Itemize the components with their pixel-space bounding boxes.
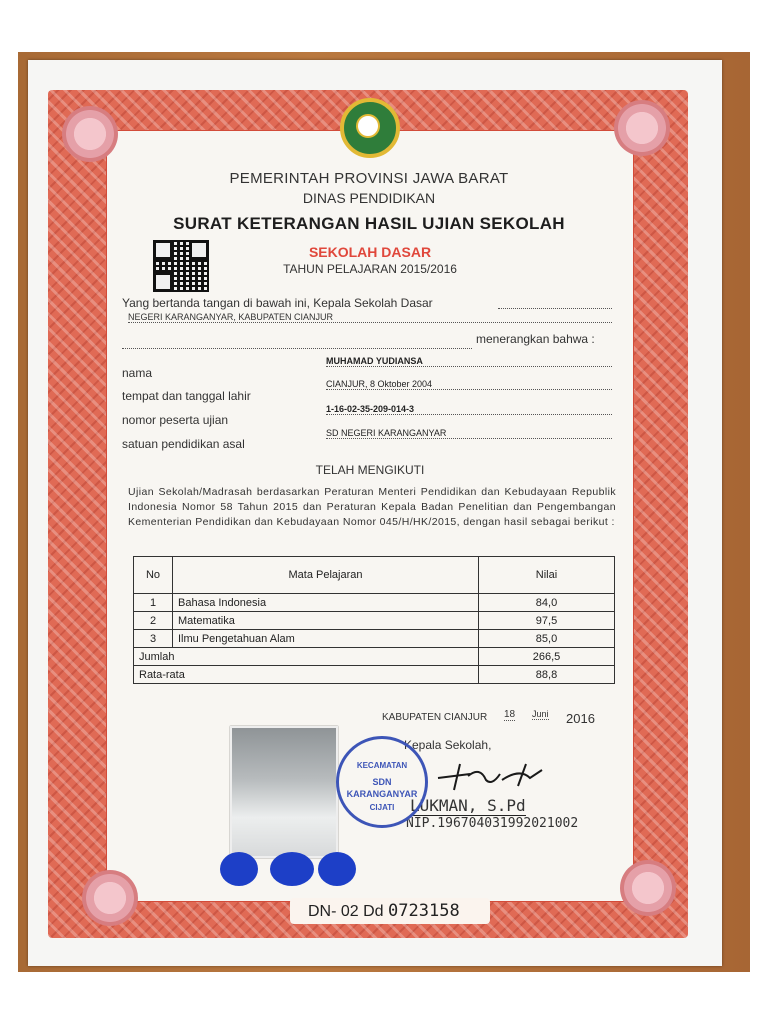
signature-month: Juni (532, 709, 549, 719)
row-subject: Bahasa Indonesia (173, 594, 479, 612)
table-total-row (134, 648, 615, 666)
signature-day: 18 (504, 709, 516, 720)
fingerprint-right (318, 852, 356, 886)
table-average-row (134, 666, 615, 684)
row-no: 3 (134, 630, 173, 648)
serial-digits: 0723158 (388, 901, 460, 921)
section-title: TELAH MENGIKUTI (315, 463, 425, 477)
corner-ornament-bottom-right (620, 860, 676, 916)
regulation-paragraph: Ujian Sekolah/Madrasah berdasarkan Peraturan Menteri Pendidikan dan Kebudayaan Republik Indonesia Nomor 58 Tahun 2015 dan Peraturan Kepala Badan Penelitian dan Pengembangan Kementerian Pendidikan dan Kebudayaan Nomor 045/H/HK/2015, dengan hasil sebagai berikut : (128, 486, 616, 528)
corner-ornament-top-right (614, 100, 670, 156)
label-nomor-peserta: nomor peserta ujian (122, 413, 229, 427)
value-nomor-peserta: 1-16-02-35-209-014-3 (326, 404, 612, 415)
row-no: 2 (134, 612, 173, 630)
row-no: 1 (134, 594, 173, 612)
serial-prefix: DN- 02 Dd (308, 903, 384, 920)
stamp-line-1: KECAMATAN (356, 761, 408, 770)
table-row (134, 630, 615, 648)
row-subject: Ilmu Pengetahuan Alam (173, 630, 479, 648)
col-header-subject: Mata Pelajaran (173, 557, 479, 594)
intro-school-line: NEGERI KARANGANYAR, KABUPATEN CIANJUR (128, 312, 612, 323)
principal-name: LUKMAN, S.Pd (410, 796, 526, 815)
table-header-row (134, 557, 615, 594)
stamp-line-4: CIJATI (369, 803, 395, 812)
fingerprint-center (270, 852, 314, 886)
row-subject: Matematika (173, 612, 479, 630)
fingerprint-left (220, 852, 258, 886)
value-nama: MUHAMAD YUDIANSA (326, 356, 612, 367)
school-level: SEKOLAH DASAR (308, 244, 432, 260)
row-score: 97,5 (479, 612, 615, 630)
stamp-line-3: KARANGANYAR (346, 789, 418, 799)
qr-code-icon (153, 240, 209, 292)
intro-dotted-line-2 (122, 336, 472, 349)
certificate-title: SURAT KETERANGAN HASIL UJIAN SEKOLAH (173, 214, 565, 233)
academic-year: TAHUN PELAJARAN 2015/2016 (283, 262, 457, 276)
handwritten-signature (430, 756, 560, 796)
value-satuan-pendidikan: SD NEGERI KARANGANYAR (326, 428, 612, 439)
table-row (134, 612, 615, 630)
label-satuan-pendidikan: satuan pendidikan asal (122, 437, 245, 451)
average-label: Rata-rata (134, 666, 479, 684)
principal-nip: NIP.196704031992021002 (406, 816, 579, 831)
grades-table (133, 556, 615, 684)
province-crest-icon (340, 98, 400, 158)
average-value: 88,8 (479, 666, 615, 684)
row-score: 85,0 (479, 630, 615, 648)
total-value: 266,5 (479, 648, 615, 666)
row-score: 84,0 (479, 594, 615, 612)
table-row (134, 594, 615, 612)
header-department: DINAS PENDIDIKAN (302, 190, 436, 206)
signature-year: 2016 (566, 711, 595, 726)
col-header-no: No (134, 557, 173, 594)
value-ttl: CIANJUR, 8 Oktober 2004 (326, 379, 612, 390)
corner-ornament-bottom-left (82, 870, 138, 926)
stamp-line-2: SDN (372, 777, 392, 787)
signature-place: KABUPATEN CIANJUR (382, 712, 488, 723)
intro-dotted-line (498, 296, 612, 309)
label-nama: nama (122, 366, 153, 380)
school-stamp (336, 736, 428, 828)
student-photo (230, 726, 338, 858)
header-province: PEMERINTAH PROVINSI JAWA BARAT (229, 170, 509, 187)
label-ttl: tempat dan tanggal lahir (122, 389, 251, 403)
intro-tail: menerangkan bahwa : (476, 332, 595, 346)
signature-role: Kepala Sekolah, (404, 738, 492, 752)
serial-number (290, 898, 490, 924)
corner-ornament-top-left (62, 106, 118, 162)
intro-sentence: Yang bertanda tangan di bawah ini, Kepala Sekolah Dasar (122, 296, 433, 310)
col-header-score: Nilai (479, 557, 615, 594)
total-label: Jumlah (134, 648, 479, 666)
